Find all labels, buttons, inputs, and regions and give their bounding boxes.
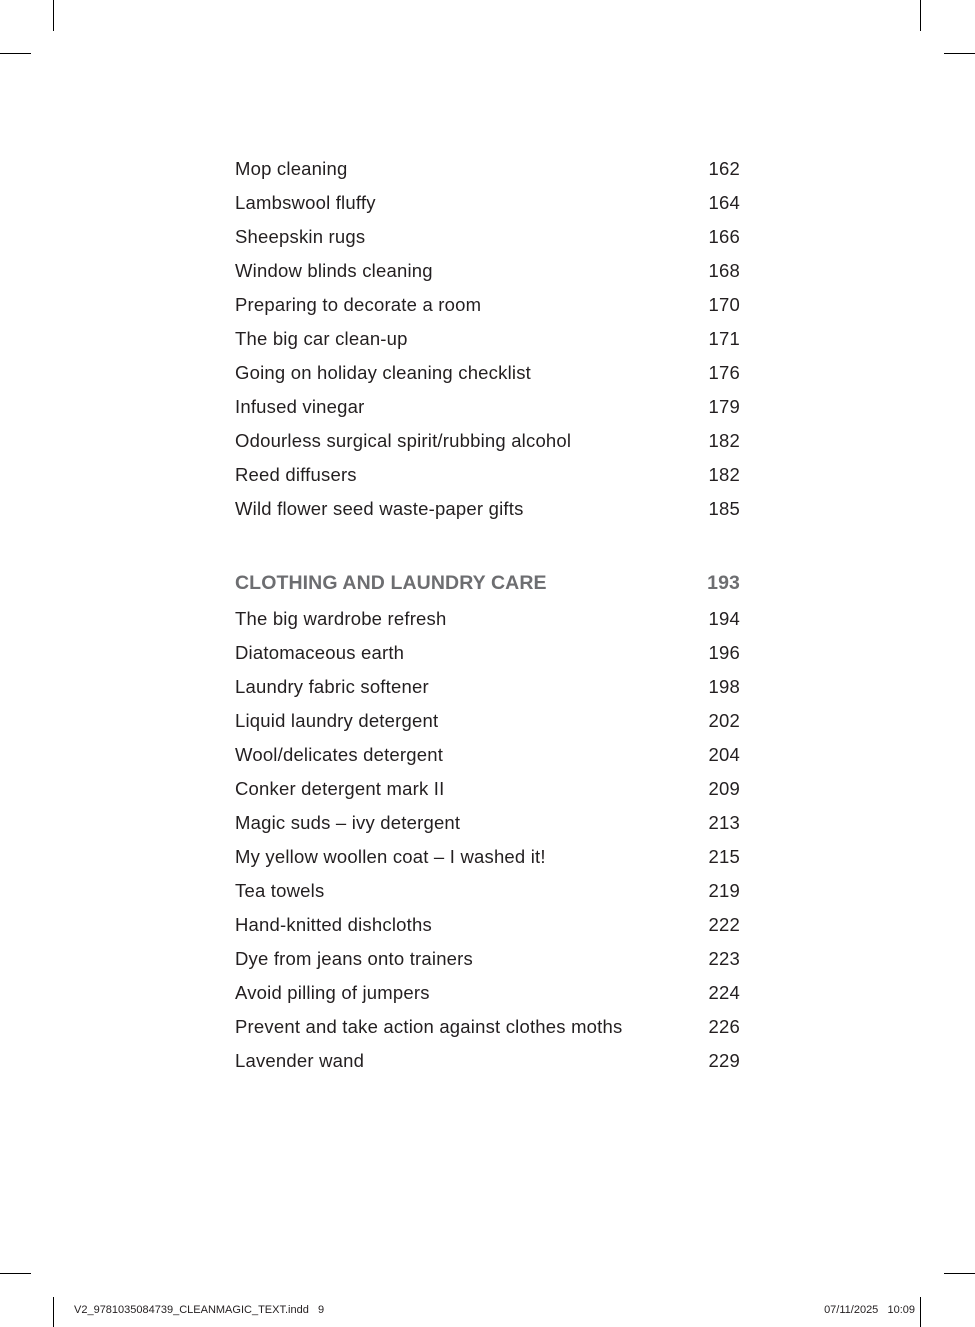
toc-entry[interactable]	[235, 704, 740, 738]
toc-entry[interactable]	[235, 492, 740, 526]
toc-entry-page: 171	[708, 328, 740, 349]
toc-entry-title: Diatomaceous earth	[235, 642, 405, 663]
toc-entry-title: Wild flower seed waste-paper gifts	[235, 498, 524, 519]
toc-entry[interactable]	[235, 738, 740, 772]
toc-entry[interactable]	[235, 840, 740, 874]
toc-entry-title: Sheepskin rugs	[235, 226, 366, 247]
toc-entry-title: Magic suds – ivy detergent	[235, 812, 461, 833]
crop-mark-bottom-right-horizontal	[944, 1273, 975, 1274]
toc-entry-page: 194	[708, 608, 740, 629]
toc-first-list	[235, 152, 740, 526]
toc-entry[interactable]	[235, 288, 740, 322]
toc-entry[interactable]	[235, 772, 740, 806]
toc-entry[interactable]	[235, 806, 740, 840]
crop-mark-top-right-vertical	[920, 0, 921, 31]
toc-entry[interactable]	[235, 1044, 740, 1078]
toc-entry[interactable]	[235, 424, 740, 458]
toc-entry-page: 209	[708, 778, 740, 799]
toc-entry-title: Conker detergent mark II	[235, 778, 445, 799]
toc-entry-page: 215	[708, 846, 740, 867]
toc-entry-title: Lambswool fluffy	[235, 192, 376, 213]
toc-entry-title: Mop cleaning	[235, 158, 348, 179]
section-heading-page: 193	[707, 572, 740, 594]
toc-entry[interactable]	[235, 670, 740, 704]
toc-entry[interactable]	[235, 636, 740, 670]
toc-entry-title: Dye from jeans onto trainers	[235, 948, 473, 969]
toc-entry-title: Tea towels	[235, 880, 325, 901]
toc-entry[interactable]	[235, 322, 740, 356]
toc-entry-page: 164	[708, 192, 740, 213]
toc-entry-page: 204	[708, 744, 740, 765]
toc-entry-page: 219	[708, 880, 740, 901]
table-of-contents	[235, 152, 740, 1078]
toc-entry-title: Hand-knitted dishcloths	[235, 914, 432, 935]
toc-entry[interactable]	[235, 356, 740, 390]
toc-entry[interactable]	[235, 874, 740, 908]
toc-entry-page: 162	[708, 158, 740, 179]
toc-entry-title: Odourless surgical spirit/rubbing alcohol	[235, 430, 572, 451]
toc-entry-page: 179	[708, 396, 740, 417]
toc-entry-page: 229	[708, 1050, 740, 1071]
toc-entry-title: The big wardrobe refresh	[235, 608, 447, 629]
toc-entry-title: Going on holiday cleaning checklist	[235, 362, 531, 383]
crop-mark-bottom-left-vertical	[53, 1297, 54, 1327]
toc-entry-title: Avoid pilling of jumpers	[235, 982, 430, 1003]
toc-entry[interactable]	[235, 908, 740, 942]
toc-entry-page: 198	[708, 676, 740, 697]
toc-entry-title: Reed diffusers	[235, 464, 357, 485]
toc-entry[interactable]	[235, 976, 740, 1010]
toc-entry-title: Prevent and take action against clothes moths	[235, 1016, 623, 1037]
toc-entry-title: Wool/delicates detergent	[235, 744, 444, 765]
toc-entry[interactable]	[235, 152, 740, 186]
toc-entry-page: 196	[708, 642, 740, 663]
toc-entry-title: Laundry fabric softener	[235, 676, 429, 697]
crop-mark-top-right-horizontal	[944, 53, 975, 54]
toc-entry-page: 176	[708, 362, 740, 383]
section-spacer	[235, 526, 740, 564]
toc-entry-page: 166	[708, 226, 740, 247]
crop-mark-bottom-left-horizontal	[0, 1273, 31, 1274]
toc-entry-title: The big car clean-up	[235, 328, 408, 349]
toc-entry-title: My yellow woollen coat – I washed it!	[235, 846, 546, 867]
crop-mark-top-left-horizontal	[0, 53, 31, 54]
toc-entry[interactable]	[235, 602, 740, 636]
slug-filename: V2_9781035084739_CLEANMAGIC_TEXT.indd 9	[74, 1304, 325, 1316]
toc-entry[interactable]	[235, 220, 740, 254]
section-heading-title: CLOTHING AND LAUNDRY CARE	[235, 572, 547, 594]
toc-entry-page: 185	[708, 498, 740, 519]
toc-entry-page: 226	[708, 1016, 740, 1037]
toc-entry-page: 182	[708, 464, 740, 485]
toc-entry-title: Window blinds cleaning	[235, 260, 433, 281]
toc-entry[interactable]	[235, 254, 740, 288]
crop-mark-top-left-vertical	[53, 0, 54, 31]
toc-entry[interactable]	[235, 1010, 740, 1044]
crop-mark-bottom-right-vertical	[920, 1297, 921, 1327]
toc-entry-page: 182	[708, 430, 740, 451]
toc-entry-page: 224	[708, 982, 740, 1003]
toc-entry[interactable]	[235, 942, 740, 976]
toc-entry-title: Preparing to decorate a room	[235, 294, 482, 315]
toc-entry-title: Liquid laundry detergent	[235, 710, 439, 731]
toc-section-heading[interactable]	[235, 564, 740, 602]
toc-entry-page: 213	[708, 812, 740, 833]
toc-entry-page: 170	[708, 294, 740, 315]
toc-entry-page: 202	[708, 710, 740, 731]
toc-entry[interactable]	[235, 390, 740, 424]
slug-datetime: 07/11/2025 10:09	[824, 1304, 915, 1316]
toc-section-list	[235, 602, 740, 1078]
toc-entry-page: 168	[708, 260, 740, 281]
toc-entry-page: 223	[708, 948, 740, 969]
toc-entry[interactable]	[235, 186, 740, 220]
toc-entry-title: Lavender wand	[235, 1050, 365, 1071]
toc-entry-title: Infused vinegar	[235, 396, 365, 417]
toc-entry[interactable]	[235, 458, 740, 492]
toc-entry-page: 222	[708, 914, 740, 935]
